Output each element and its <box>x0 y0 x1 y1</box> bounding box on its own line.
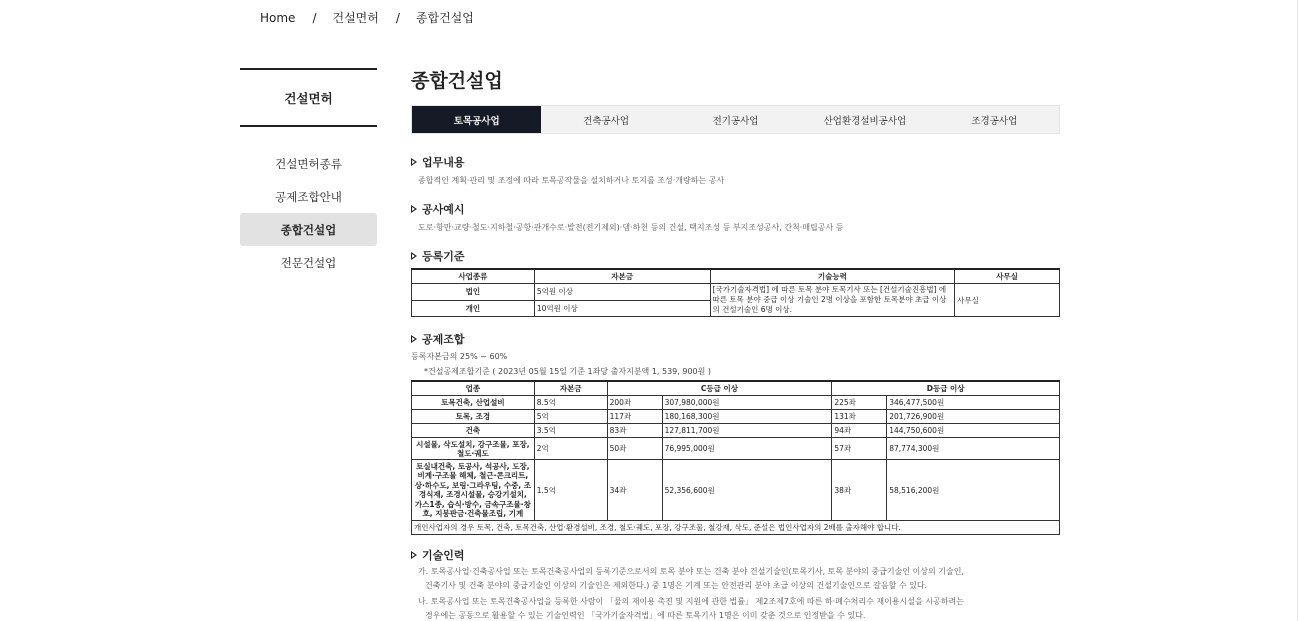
office-cell: 사무실 <box>955 284 1060 317</box>
capital-cell: 5억원 이상 <box>534 284 710 301</box>
page-title: 종합건설업 <box>411 70 503 92</box>
industry-cell: 토실내건축, 토공사, 석공사, 도장, 비계·구조물 해체, 철근·콘크리트, 상·하수도, 보링·그라우팅, 수중, 조경식재, 조경시설물, 승강기설치, 가스1종, 습식·방수, 금속구조물·창호, 지붕판금·건축물조립, 기계 <box>412 460 535 521</box>
triangle-bullet-icon <box>411 335 417 343</box>
tab-architecture[interactable]: 건축공사업 <box>583 115 630 127</box>
work-heading <box>411 154 1061 170</box>
sidebar-item-license-types[interactable]: 건설면허종류 <box>275 156 342 171</box>
tech-paragraph-b <box>411 595 1061 621</box>
c-amount-cell: 180,168,300원 <box>662 410 832 424</box>
table-header-row <box>412 269 1060 284</box>
capital-cell: 3.5억 <box>534 424 607 438</box>
d-units-cell: 94좌 <box>832 424 887 438</box>
tab-civil-engineering[interactable]: 토목공사업 <box>412 106 541 133</box>
tab-industrial-environment[interactable]: 산업환경설비공사업 <box>823 115 907 127</box>
table-row <box>412 424 1060 438</box>
table-row <box>412 410 1060 424</box>
d-units-cell: 38좌 <box>832 460 887 521</box>
d-units-cell: 131좌 <box>832 410 887 424</box>
industry-cell: 시설물, 삭도설치, 강구조물, 포장, 철도·궤도 <box>412 438 535 460</box>
example-heading <box>411 201 1061 217</box>
c-units-cell: 200좌 <box>607 396 662 410</box>
business-type-cell: 개인 <box>412 300 535 317</box>
capital-ratio-text: 등록자본금의 25% ~ 60% <box>411 352 508 361</box>
breadcrumb-separator: / <box>312 10 317 25</box>
business-type-cell: 법인 <box>412 284 535 301</box>
capital-cell: 8.5억 <box>534 396 607 410</box>
registration-heading-text: 등록기준 <box>422 250 465 263</box>
tab-electrical[interactable]: 전기공사업 <box>712 115 759 127</box>
d-amount-cell: 144,750,600원 <box>887 424 1060 438</box>
sidebar-item-mutual-aid[interactable]: 공제조합안내 <box>275 189 342 204</box>
registration-table <box>411 268 1060 317</box>
header-cell: 사무실 <box>955 269 1060 284</box>
example-section <box>411 201 1061 233</box>
triangle-bullet-icon <box>411 551 417 559</box>
breadcrumb-level1-link[interactable]: 건설면허 <box>332 11 379 25</box>
tech-capability-cell: [국가기술자격법] 에 따른 토목 분야 토목기사 또는 [건설기술진흥법] 에 따른 토목 분야 중급 이상 기술인 2명 이상을 포함한 토목분야 초급 이상의 건설기술인 6명 이상. <box>710 284 955 317</box>
d-units-cell: 57좌 <box>832 438 887 460</box>
breadcrumb <box>260 9 474 26</box>
table-row <box>412 284 1060 301</box>
mutual-aid-table <box>411 380 1060 535</box>
triangle-bullet-icon <box>411 252 417 260</box>
industry-cell: 토목, 조경 <box>412 410 535 424</box>
sidebar-item-specialty-construction[interactable]: 전문건설업 <box>280 255 337 270</box>
breadcrumb-current[interactable]: 종합건설업 <box>415 11 474 25</box>
header-cell: 자본금 <box>534 269 710 284</box>
table-row <box>412 438 1060 460</box>
c-amount-cell: 76,995,000원 <box>662 438 832 460</box>
header-cell: 자본금 <box>534 381 607 396</box>
mutual-aid-section <box>411 331 1061 535</box>
header-cell: 기술능력 <box>710 269 955 284</box>
sidebar <box>240 68 377 279</box>
table-header-row <box>412 381 1060 396</box>
breadcrumb-home-link[interactable]: Home <box>260 10 296 25</box>
sidebar-menu <box>240 147 377 279</box>
sidebar-item-general-construction[interactable]: 종합건설업 <box>240 213 377 246</box>
capital-cell: 1.5억 <box>534 460 607 521</box>
d-amount-cell: 201,726,900원 <box>887 410 1060 424</box>
example-description: 도로·항만·교량·철도·지하철·공항·관개수로·발전(전기제외)·댐·하천 등의 건설, 택지조성 등 부지조성공사, 간척·매립공사 등 <box>418 223 844 232</box>
registration-section <box>411 248 1061 317</box>
registration-heading <box>411 248 1061 264</box>
capital-cell: 2억 <box>534 438 607 460</box>
page-right-border <box>1297 0 1298 621</box>
mutual-aid-heading-text: 공제조합 <box>422 333 465 346</box>
work-description: 종합적인 계획·관리 및 조정에 따라 토목공작물을 설치하거나 토지를 조성·개량하는 공사 <box>418 176 725 185</box>
table-row <box>412 460 1060 521</box>
main-content <box>411 66 1061 620</box>
tech-paragraph-a <box>411 565 1061 593</box>
c-units-cell: 34좌 <box>607 460 662 521</box>
example-heading-text: 공사예시 <box>422 203 465 216</box>
capital-cell: 10억원 이상 <box>534 300 710 317</box>
tech-text-line: 가. 토목공사업·건축공사업 또는 토목건축공사업의 등록기준으로서의 토목 분야 또는 건축 분야 건설기술인(토목기사, 토목 분야의 중급기술인 이상의 기술인, <box>418 567 965 576</box>
c-units-cell: 117좌 <box>607 410 662 424</box>
basis-note: *건설공제조합기준 ( 2023년 05월 15일 기준 1좌당 출자지분액 1, 539, 900원 ) <box>424 367 712 376</box>
mutual-aid-heading <box>411 331 1061 347</box>
industry-cell: 건축 <box>412 424 535 438</box>
triangle-bullet-icon <box>411 158 417 166</box>
category-tabs <box>411 105 1060 134</box>
d-amount-cell: 58,516,200원 <box>887 460 1060 521</box>
tech-text-line: 건축기사 및 건축 분야의 중급기술인 이상의 기술인은 제외한다.) 중 1명은 기계 또는 안전관리 분야 초급 이상의 건설기술인으로 갈음할 수 있다. <box>425 581 928 590</box>
c-amount-cell: 52,356,600원 <box>662 460 832 521</box>
tech-personnel-heading-text: 기술인력 <box>422 549 465 562</box>
header-cell: 사업종류 <box>412 269 535 284</box>
capital-cell: 5억 <box>534 410 607 424</box>
footnote-cell: 개인사업자의 경우 토목, 건축, 토목건축, 산업·환경설비, 조경, 철도·궤도, 포장, 강구조물, 철강재, 삭도, 준설은 법인사업자의 2배를 출자해야 합니다. <box>412 521 1060 535</box>
d-amount-cell: 87,774,300원 <box>887 438 1060 460</box>
tech-text-line: 나. 토목공사업 또는 토목건축공사업을 등록한 사람이 「물의 재이용 촉진 및 지원에 관한 법률」 제2조제7호에 따른 하·폐수처리수 재이용시설을 시공하려는 <box>418 597 964 606</box>
tech-personnel-heading <box>411 547 1061 563</box>
header-cell: D등급 이상 <box>832 381 1060 396</box>
c-amount-cell: 307,980,000원 <box>662 396 832 410</box>
header-cell: C등급 이상 <box>607 381 832 396</box>
tech-personnel-section <box>411 547 1061 621</box>
triangle-bullet-icon <box>411 205 417 213</box>
table-footnote-row <box>412 521 1060 535</box>
tab-landscaping[interactable]: 조경공사업 <box>971 115 1018 127</box>
c-amount-cell: 127,811,700원 <box>662 424 832 438</box>
sidebar-title: 건설면허 <box>240 68 377 127</box>
header-cell: 업종 <box>412 381 535 396</box>
table-row <box>412 396 1060 410</box>
d-amount-cell: 346,477,500원 <box>887 396 1060 410</box>
breadcrumb-separator: / <box>395 10 400 25</box>
tech-text-line: 경우에는 공동으로 활용할 수 있는 기술인력인 「국가기술자격법」에 따른 토목기사 1명은 이미 갖춘 것으로 인정받을 수 있다. <box>425 611 866 620</box>
work-section <box>411 154 1061 186</box>
work-heading-text: 업무내용 <box>422 156 465 169</box>
d-units-cell: 225좌 <box>832 396 887 410</box>
c-units-cell: 83좌 <box>607 424 662 438</box>
c-units-cell: 50좌 <box>607 438 662 460</box>
industry-cell: 토목건축, 산업설비 <box>412 396 535 410</box>
